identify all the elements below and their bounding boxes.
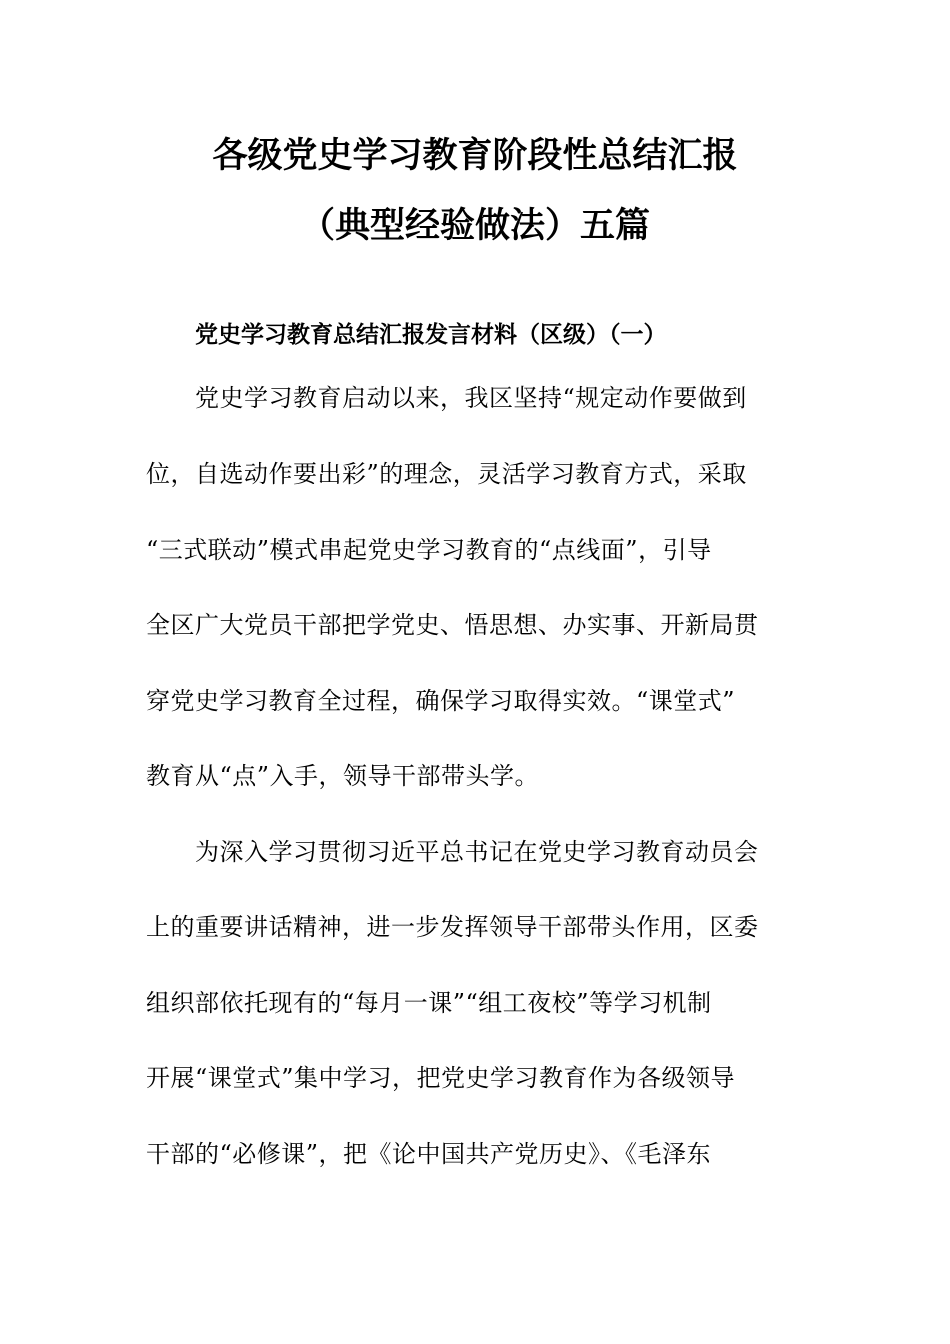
body-line: 全区广大党员干部把学党史、悟思想、办实事、开新局贯: [146, 611, 759, 639]
document-title-line-2: （典型经验做法）五篇: [299, 206, 650, 246]
body-line: 上的重要讲话精神，进一步发挥领导干部带头作用，区委: [146, 913, 759, 941]
body-line: 教育从“点”入手，领导干部带头学。: [146, 762, 540, 790]
body-line: 穿党史学习教育全过程，确保学习取得实效。“课堂式”: [146, 687, 736, 715]
body-line: 位，自选动作要出彩”的理念，灵活学习教育方式，采取: [146, 460, 747, 488]
body-line: 组织部依托现有的“每月一课”“组工夜校”等学习机制: [146, 989, 712, 1017]
body-line: “三式联动”模式串起党史学习教育的“点线面”，引导: [146, 536, 712, 564]
body-line: 为深入学习贯彻习近平总书记在党史学习教育动员会: [195, 838, 759, 866]
body-line: 干部的“必修课”，把《论中国共产党历史》、《毛泽东: [146, 1140, 712, 1168]
section-heading: 党史学习教育总结汇报发言材料（区级）（一）: [195, 321, 667, 348]
document-title-line-1: 各级党史学习教育阶段性总结汇报: [212, 136, 738, 176]
body-line: 开展“课堂式”集中学习，把党史学习教育作为各级领导: [146, 1064, 736, 1092]
body-line: 党史学习教育启动以来，我区坚持“规定动作要做到: [195, 384, 747, 412]
